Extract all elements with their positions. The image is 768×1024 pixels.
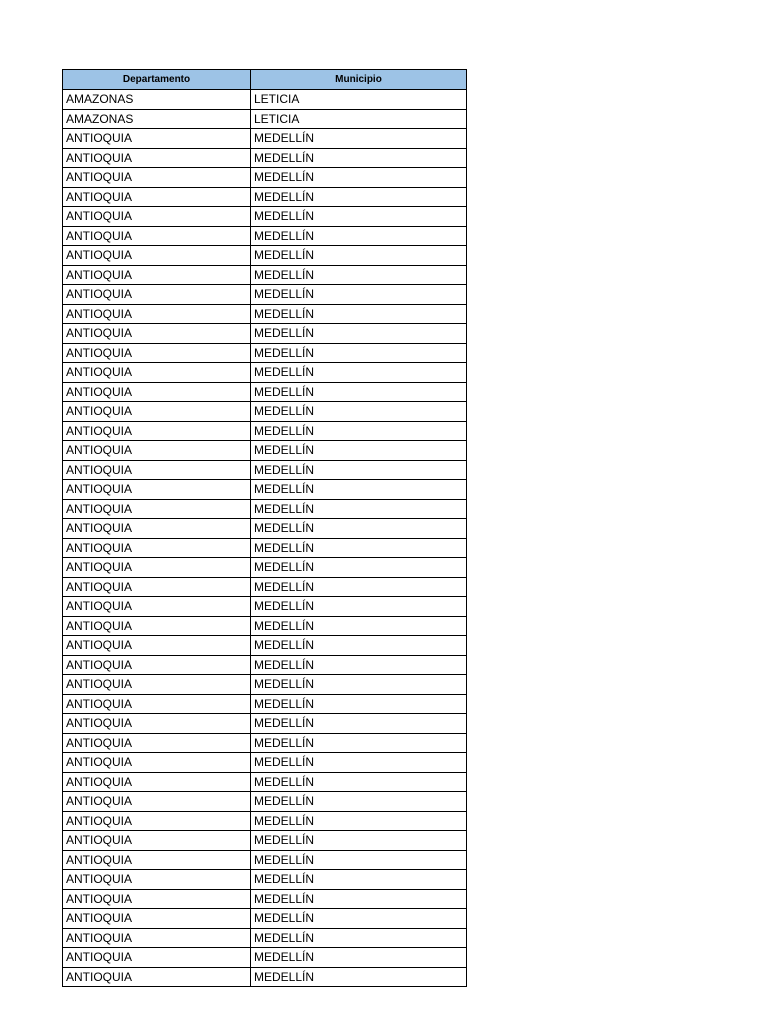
departamento-cell: ANTIOQUIA [63,324,251,344]
municipio-cell: MEDELLÍN [251,519,467,539]
table-row [63,577,467,597]
departamento-cell: ANTIOQUIA [63,733,251,753]
departamento-cell: ANTIOQUIA [63,714,251,734]
departamento-cell: ANTIOQUIA [63,168,251,188]
table-row [63,421,467,441]
table-body [63,90,467,987]
departamento-cell: ANTIOQUIA [63,811,251,831]
table-row [63,811,467,831]
departamento-cell: ANTIOQUIA [63,187,251,207]
municipio-cell: MEDELLÍN [251,460,467,480]
municipio-cell: MEDELLÍN [251,343,467,363]
municipio-cell: MEDELLÍN [251,714,467,734]
table-row [63,168,467,188]
table-row [63,148,467,168]
departamento-cell: AMAZONAS [63,90,251,110]
departamento-cell: ANTIOQUIA [63,967,251,987]
table-row [63,675,467,695]
departamento-cell: ANTIOQUIA [63,421,251,441]
table-row [63,480,467,500]
table-row [63,733,467,753]
municipio-cell: MEDELLÍN [251,909,467,929]
departamento-cell: ANTIOQUIA [63,226,251,246]
departamento-cell: ANTIOQUIA [63,148,251,168]
table-row [63,363,467,383]
municipio-cell: LETICIA [251,109,467,129]
departamento-cell: ANTIOQUIA [63,616,251,636]
municipio-cell: MEDELLÍN [251,246,467,266]
municipio-cell: MEDELLÍN [251,792,467,812]
table-row [63,870,467,890]
municipio-cell: MEDELLÍN [251,480,467,500]
table-row [63,129,467,149]
municipio-cell: MEDELLÍN [251,831,467,851]
municipio-cell: MEDELLÍN [251,577,467,597]
departamento-cell: ANTIOQUIA [63,636,251,656]
data-table [62,69,467,987]
table-row [63,265,467,285]
departamento-cell: ANTIOQUIA [63,343,251,363]
table-row [63,246,467,266]
municipio-cell: LETICIA [251,90,467,110]
municipio-cell: MEDELLÍN [251,675,467,695]
departamento-cell: ANTIOQUIA [63,870,251,890]
municipio-cell: MEDELLÍN [251,850,467,870]
municipio-cell: MEDELLÍN [251,655,467,675]
municipio-cell: MEDELLÍN [251,402,467,422]
departamento-cell: ANTIOQUIA [63,285,251,305]
departamento-cell: ANTIOQUIA [63,753,251,773]
table-row [63,616,467,636]
departamento-cell: ANTIOQUIA [63,850,251,870]
departamento-cell: ANTIOQUIA [63,519,251,539]
table-row [63,909,467,929]
departamento-cell: ANTIOQUIA [63,772,251,792]
table-row [63,558,467,578]
table-row [63,109,467,129]
departamento-cell: ANTIOQUIA [63,402,251,422]
departamento-cell: ANTIOQUIA [63,304,251,324]
departamento-cell: ANTIOQUIA [63,129,251,149]
table-row [63,967,467,987]
departamento-cell: AMAZONAS [63,109,251,129]
table-row [63,226,467,246]
column-header-departamento: Departamento [63,70,251,90]
departamento-cell: ANTIOQUIA [63,889,251,909]
municipio-cell: MEDELLÍN [251,870,467,890]
municipio-cell: MEDELLÍN [251,207,467,227]
departamento-cell: ANTIOQUIA [63,675,251,695]
departamento-cell: ANTIOQUIA [63,441,251,461]
departamento-cell: ANTIOQUIA [63,928,251,948]
departamento-cell: ANTIOQUIA [63,597,251,617]
table-row [63,948,467,968]
municipio-cell: MEDELLÍN [251,538,467,558]
table-row [63,792,467,812]
table-row [63,655,467,675]
municipio-cell: MEDELLÍN [251,441,467,461]
departamento-cell: ANTIOQUIA [63,655,251,675]
table-row [63,850,467,870]
departamento-cell: ANTIOQUIA [63,558,251,578]
municipio-cell: MEDELLÍN [251,363,467,383]
departamento-cell: ANTIOQUIA [63,265,251,285]
spreadsheet-page [62,69,466,987]
municipio-cell: MEDELLÍN [251,148,467,168]
municipio-cell: MEDELLÍN [251,129,467,149]
table-row [63,460,467,480]
municipio-cell: MEDELLÍN [251,636,467,656]
municipio-cell: MEDELLÍN [251,772,467,792]
municipio-cell: MEDELLÍN [251,948,467,968]
table-row [63,402,467,422]
table-row [63,928,467,948]
table-row [63,382,467,402]
departamento-cell: ANTIOQUIA [63,792,251,812]
municipio-cell: MEDELLÍN [251,499,467,519]
departamento-cell: ANTIOQUIA [63,480,251,500]
municipio-cell: MEDELLÍN [251,928,467,948]
departamento-cell: ANTIOQUIA [63,207,251,227]
municipio-cell: MEDELLÍN [251,616,467,636]
table-row [63,636,467,656]
municipio-cell: MEDELLÍN [251,889,467,909]
header-row [63,70,467,90]
table-row [63,90,467,110]
table-row [63,324,467,344]
departamento-cell: ANTIOQUIA [63,694,251,714]
table-row [63,753,467,773]
table-row [63,207,467,227]
departamento-cell: ANTIOQUIA [63,831,251,851]
table-row [63,831,467,851]
municipio-cell: MEDELLÍN [251,187,467,207]
municipio-cell: MEDELLÍN [251,558,467,578]
departamento-cell: ANTIOQUIA [63,909,251,929]
municipio-cell: MEDELLÍN [251,304,467,324]
departamento-cell: ANTIOQUIA [63,948,251,968]
departamento-cell: ANTIOQUIA [63,246,251,266]
table-row [63,343,467,363]
table-row [63,187,467,207]
column-header-municipio: Municipio [251,70,467,90]
table-row [63,304,467,324]
departamento-cell: ANTIOQUIA [63,538,251,558]
municipio-cell: MEDELLÍN [251,733,467,753]
municipio-cell: MEDELLÍN [251,811,467,831]
table-row [63,694,467,714]
municipio-cell: MEDELLÍN [251,226,467,246]
table-row [63,441,467,461]
municipio-cell: MEDELLÍN [251,265,467,285]
municipio-cell: MEDELLÍN [251,753,467,773]
table-row [63,285,467,305]
table-row [63,597,467,617]
table-row [63,714,467,734]
table-row [63,538,467,558]
departamento-cell: ANTIOQUIA [63,382,251,402]
municipio-cell: MEDELLÍN [251,382,467,402]
municipio-cell: MEDELLÍN [251,421,467,441]
table-row [63,499,467,519]
departamento-cell: ANTIOQUIA [63,577,251,597]
municipio-cell: MEDELLÍN [251,597,467,617]
table-row [63,772,467,792]
departamento-cell: ANTIOQUIA [63,460,251,480]
municipio-cell: MEDELLÍN [251,694,467,714]
municipio-cell: MEDELLÍN [251,168,467,188]
municipio-cell: MEDELLÍN [251,967,467,987]
departamento-cell: ANTIOQUIA [63,499,251,519]
departamento-cell: ANTIOQUIA [63,363,251,383]
table-row [63,519,467,539]
table-row [63,889,467,909]
municipio-cell: MEDELLÍN [251,285,467,305]
municipio-cell: MEDELLÍN [251,324,467,344]
